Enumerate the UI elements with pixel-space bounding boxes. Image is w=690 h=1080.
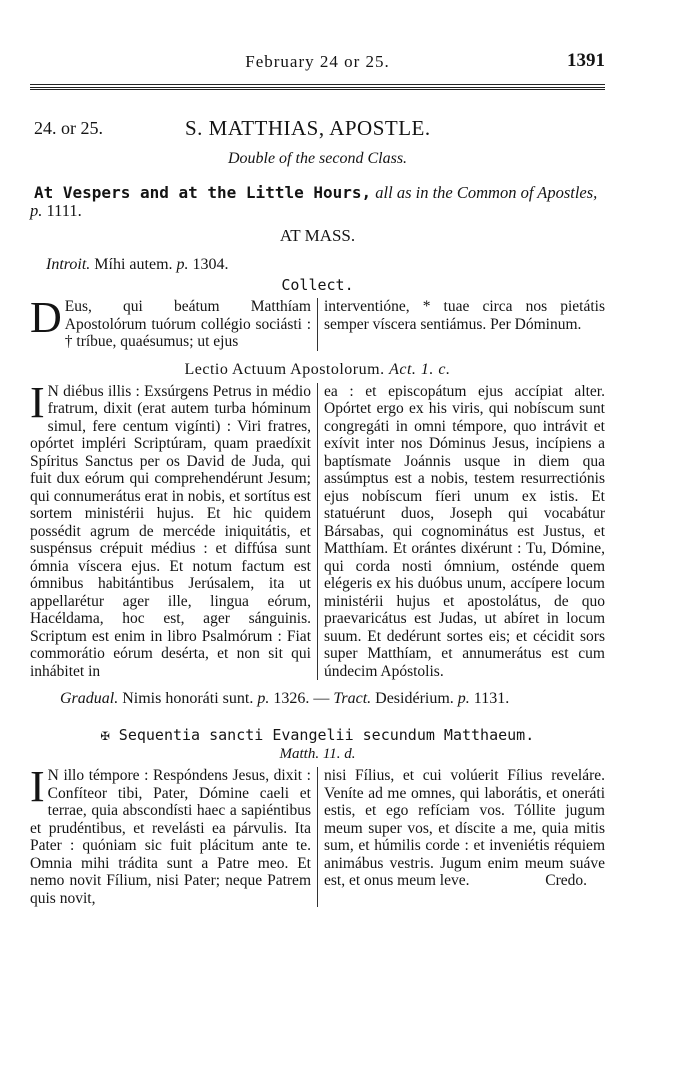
introit-text: Míhi autem. — [94, 256, 173, 273]
lesson-left-column — [30, 377, 317, 681]
collect-heading: Collect. — [281, 276, 354, 294]
collect-left-column — [30, 293, 317, 351]
lesson-right-text: ea : et episcopátum ejus accípiat alter. Opórtet ergo ex his viris, qui nobíscum sunt congregáti in omni témpore, quo intrávit et exívit inter nos Dóminus Jesus, incípiens a baptísmate Joánnis usque in diem qua assúmptus est a nobis, testem resurrectiónis ejus nobíscum fíeri unum ex istis. Et statuérunt duos, Joseph qui vocabátur Bársabas, qui cognominátus est Justus, et Matthíam. Et orántes dixérunt : Tu, Dómine, qui corda nosti ómnium, osténde quem elégeris ex his duóbus unum, accípere locum ministérii hujus et apostolátus, de quo praevaricátus est Judas, ut abíret in locum suum. Et dedérunt sortes eis; et cécidit sors super Matthíam, et annumerátus est cum úndecim Apóstolis. — [324, 382, 605, 680]
tract-label: Tract. — [333, 690, 372, 707]
feast-line — [30, 116, 605, 146]
tract-text: Desidérium. — [375, 690, 454, 707]
gradual-label: Gradual. — [60, 690, 119, 707]
header-rule — [30, 84, 605, 85]
introit-label: Introit. — [46, 256, 91, 273]
gospel-left-column — [30, 762, 317, 907]
lesson-columns — [30, 377, 605, 681]
gospel-ref: Matth. 11. d. — [279, 746, 356, 762]
lesson-ref: Act. 1. c. — [389, 360, 451, 378]
introit — [46, 256, 605, 274]
gradual-page-label: p. — [257, 690, 270, 707]
gospel-heading: ✠ Sequentia sancti Evangelii secundum Matthaeum. — [100, 726, 535, 744]
credo-label: Credo. — [545, 872, 587, 889]
collect-left-text: Eus, qui beátum Matthíam Apostolórum tuórum collégio sociásti : † tríbue, quaésumus; ut ejus — [64, 298, 311, 350]
tract-page-label: p. — [457, 690, 470, 707]
gospel-left-text: N illo témpore : Respóndens Jesus, dixit : Confíteor tibi, Pater, Dómine caeli et terrae, quia abscondísti haec a sapiéntibus et prudéntibus, et revelásti ea párvulis. Ita Pater : quóniam sic fuit plácitum ante te. Omnia mihi trádita sunt a Patre meo. Et nemo novit Fílium, nisi Pater; neque Patrem quis novit, — [30, 767, 311, 907]
lesson-title: Lectio Actuum Apostolorum. — [184, 360, 385, 378]
feast-rank: Double of the second Class. — [227, 150, 408, 167]
collect-right-text: interventióne, * tuae circa nos pietátis semper víscera sentiámus. Per Dóminum. — [324, 298, 605, 333]
tract-page: 1131. — [473, 690, 510, 707]
mass-heading: AT MASS. — [279, 226, 356, 245]
gradual-line — [60, 690, 605, 708]
collect-right-column — [317, 298, 605, 351]
lesson-dropcap: I — [30, 377, 45, 427]
running-head-title: February 24 or 25. — [245, 52, 390, 71]
header-double-rule — [30, 87, 605, 92]
collect-dropcap: D — [30, 293, 62, 342]
introit-page-label: p. — [176, 256, 189, 273]
lesson-left-text: N diébus illis : Exsúrgens Petrus in médio fratrum, dixit (erat autem turba hóminum simul, fere centum vigínti) : Viri fratres, opórtet impléri Scriptúram, quam praedíxit Spíritus Sanctus per os David de Juda, qui fuit dux eórum qui comprehendérunt Jesum; qui connumerátus erat in nobis, et sortítus est sortem ministérii hujus. Et hic quidem possédit agrum de mercéde iniquitátis, et suspénsus crépuit médius : et diffúsa sunt ómnia víscera ejus. Et notum factum est ómnibus habitántibus Jerúsalem, ita ut appellarétur ager ille, lingua eórum, Hacéldama, hoc est, ager sánguinis. Scriptum est enim in libro Psalmórum : Fiat commorátio eórum desérta, et non sit qui inhábitet in — [30, 382, 311, 680]
page — [30, 50, 605, 907]
gospel-dropcap: I — [30, 762, 45, 811]
gradual-text: Nimis honoráti sunt. — [122, 690, 254, 707]
feast-title: S. MATTHIAS, APOSTLE. — [185, 116, 431, 140]
vespers-rubric — [30, 184, 605, 220]
lesson-heading — [30, 361, 605, 379]
gospel-right-text: nisi Fílius, et cui volúerit Fílius reveláre. Veníte ad me omnes, qui laborátis, et oneráti estis, et ego refíciam vos. Tóllite jugum meum super vos, et díscite a me, quia mitis sum, et húmilis corde : et inveniétis réquiem animábus vestris. Jugum enim meum suáve est, et onus meum leve. — [324, 767, 605, 889]
gradual-dash: — — [313, 690, 330, 707]
gradual-page: 1326. — [273, 690, 310, 707]
gospel-columns — [30, 762, 605, 907]
lesson-right-column — [317, 383, 605, 681]
vespers-bold: At Vespers and at the Little Hours, — [34, 183, 372, 202]
vespers-italic: all as in the Common of Apostles, p. — [30, 183, 598, 220]
collect-columns — [30, 293, 605, 351]
feast-date: 24. or 25. — [34, 118, 103, 138]
vespers-page: 1111. — [46, 201, 82, 220]
gospel-right-column — [317, 767, 605, 907]
running-head — [30, 50, 605, 76]
page-number: 1391 — [567, 50, 605, 71]
introit-page: 1304. — [192, 256, 229, 273]
